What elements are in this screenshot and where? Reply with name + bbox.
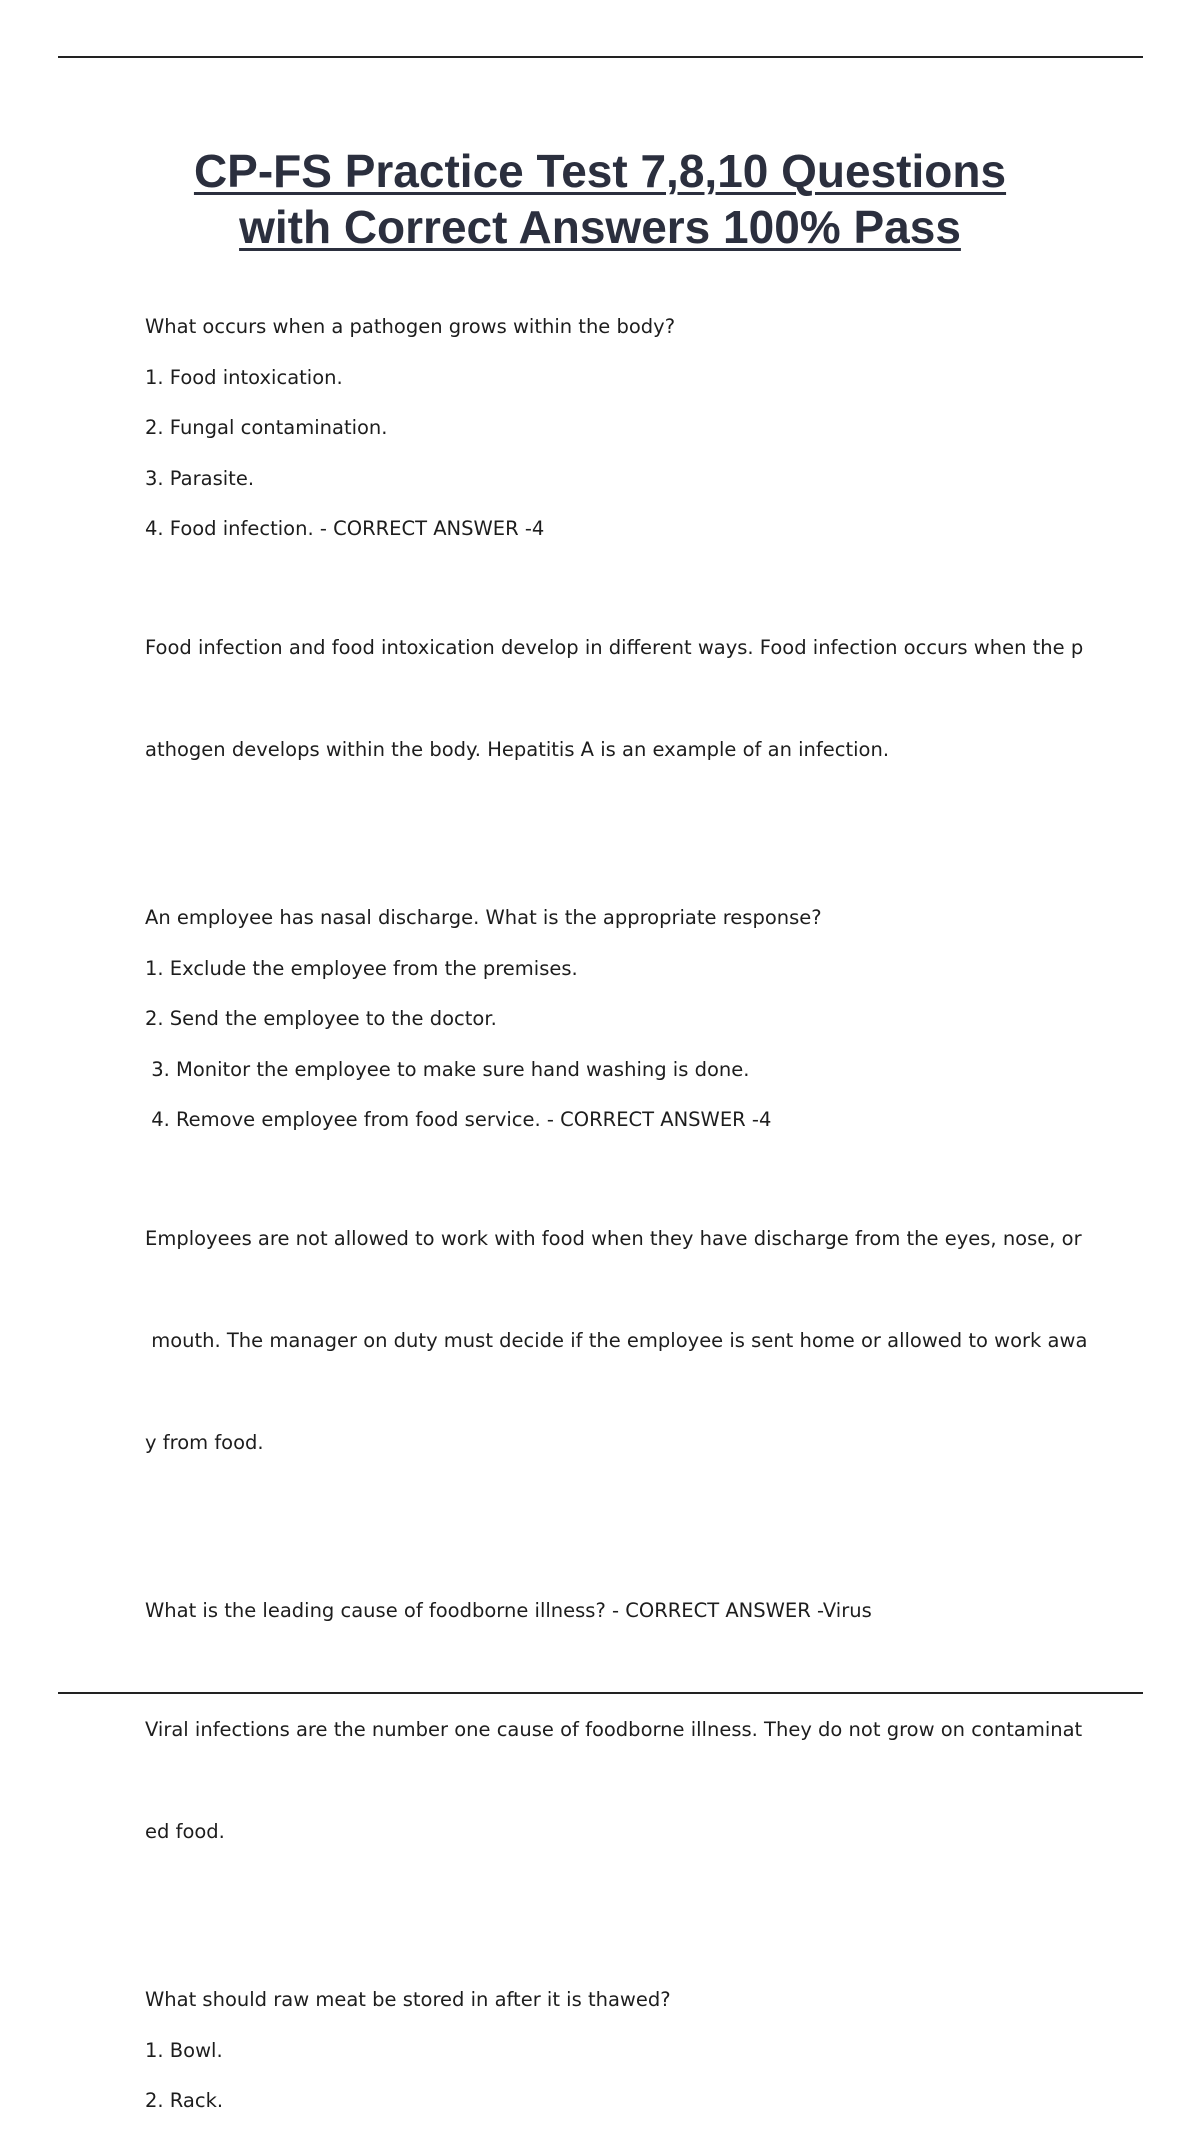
title-line-2: with Correct Answers 100% Pass [239,201,961,253]
explanation-line: athogen develops within the body. Hepatitis A is an example of an infection. [145,737,890,761]
question-text: What is the leading cause of foodborne illness? - CORRECT ANSWER -Virus [145,1599,872,1622]
answer-option: 2. Rack. [145,2089,224,2112]
answer-option: 3. Parasite. [145,466,255,490]
answer-option: 2. Fungal contamination. [145,416,388,439]
answer-option-correct: 4. Remove employee from food service. - CORRECT ANSWER -4 [145,1108,772,1131]
answer-option: 2. Send the employee to the doctor. [145,1007,497,1030]
explanation-line: y from food. [145,1430,264,1454]
spacer [145,1933,1095,1983]
explanation-line: Employees are not allowed to work with food when they have discharge from the eyes, nose, or [145,1226,1082,1250]
answer-option: 3. Monitor the employee to make sure hand washing is done. [145,1057,750,1081]
explanation-line: ed food. [145,1819,225,1843]
spacer [145,1544,1095,1594]
explanation-line: Food infection and food intoxication develop in different ways. Food infection occurs when the p [145,635,1084,659]
question-block [145,901,1095,1528]
explanation-line: Viral infections are the number one cause of foodborne illness. They do not grow on contaminat [145,1717,1083,1741]
bottom-rule [58,1692,1143,1694]
question-block [145,1594,1095,1917]
explanation [145,1645,1095,1917]
answer-option-correct: 4. Food infection. - CORRECT ANSWER -4 [145,517,545,540]
title-line-1: CP-FS Practice Test 7,8,10 Questions [193,145,1007,197]
answer-option: 1. Exclude the employee from the premises. [145,956,578,980]
document-body [145,310,1095,2135]
question-text: An employee has nasal discharge. What is the appropriate response? [145,906,822,929]
answer-option: 1. Bowl. [145,2038,223,2062]
question-text: What should raw meat be stored in after it is thawed? [145,1988,671,2011]
explanation [145,1154,1095,1528]
spacer [145,851,1095,901]
question-block [145,1983,1095,2118]
explanation [145,563,1095,835]
top-rule [58,56,1143,58]
document-title [0,143,1200,255]
answer-option: 1. Food intoxication. [145,365,343,389]
question-text: What occurs when a pathogen grows within the body? [145,315,676,338]
explanation-line: mouth. The manager on duty must decide if the employee is sent home or allowed to work awa [145,1328,1088,1352]
question-block [145,310,1095,835]
